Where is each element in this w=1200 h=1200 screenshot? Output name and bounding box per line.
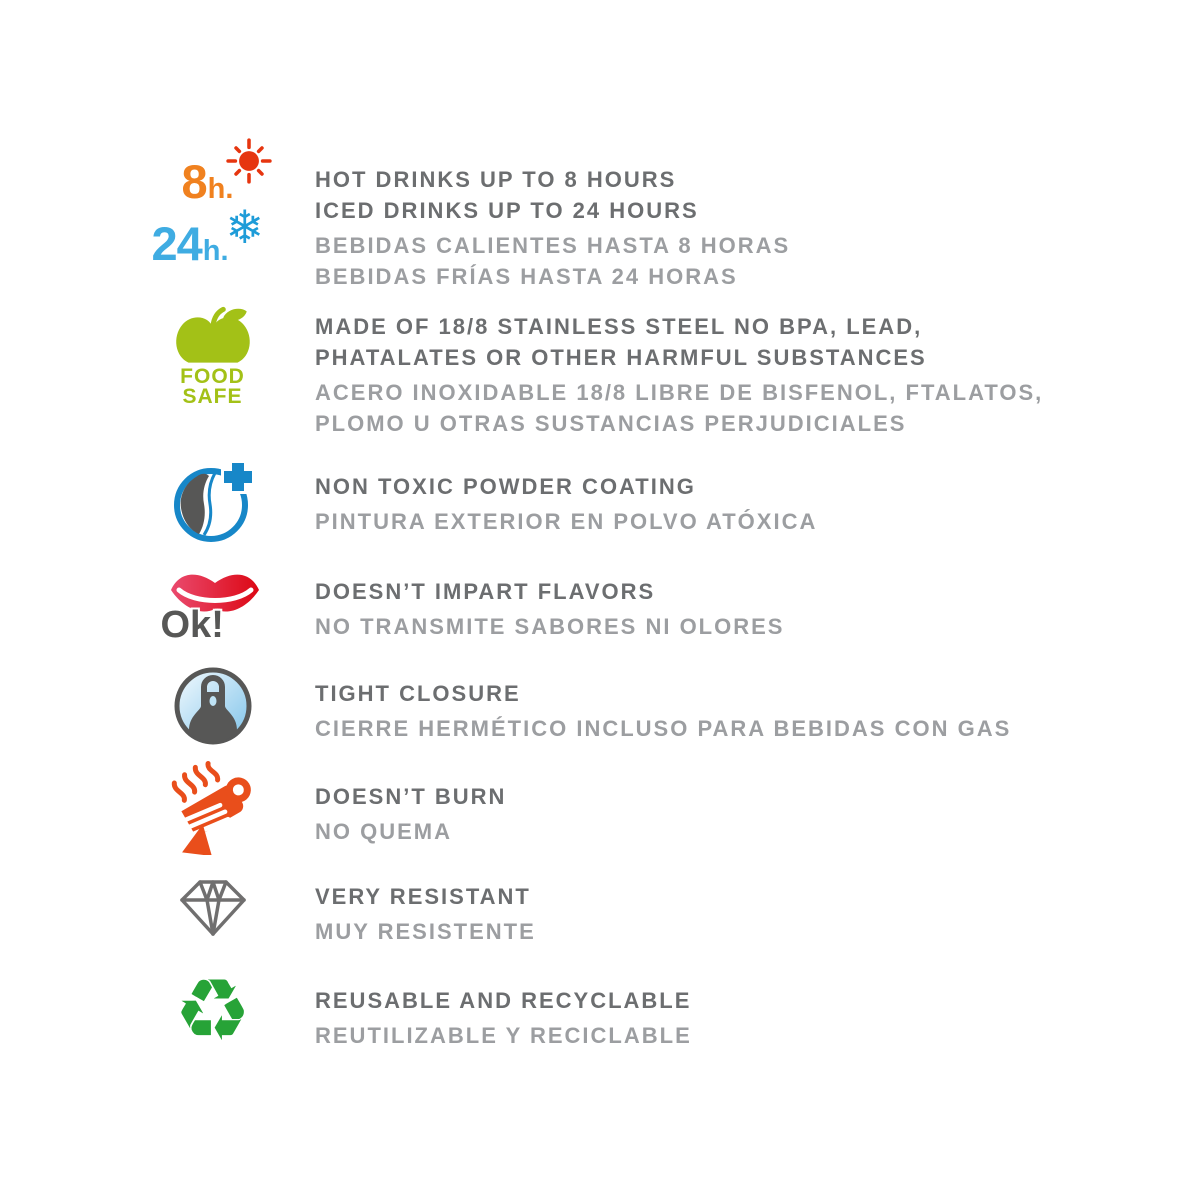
diamond-icon — [173, 873, 253, 941]
sun-icon — [226, 138, 272, 184]
feature-heading-line: TIGHT CLOSURE — [315, 681, 521, 706]
food-safe-icon — [145, 305, 280, 407]
feature-heading-line: DOESN’T BURN — [315, 784, 507, 809]
feature-heading-line: REUSABLE AND RECYCLABLE — [315, 988, 692, 1013]
cold-hours-number: 24 — [151, 217, 202, 270]
feature-subheading-line: CIERRE HERMÉTICO INCLUSO PARA BEBIDAS CON GAS — [315, 716, 1012, 741]
feature-subheading-line: PINTURA EXTERIOR EN POLVO ATÓXICA — [315, 509, 818, 534]
feature-subheading-line: MUY RESISTENTE — [315, 919, 536, 944]
food-safe-label-line: FOOD — [180, 365, 245, 388]
ok-label: Ok! — [160, 604, 224, 646]
hot-cold-lockup — [152, 144, 274, 276]
feature-heading-line: VERY RESISTANT — [315, 884, 531, 909]
hot-hours-suffix: h. — [207, 173, 234, 205]
hot-hours-number: 8 — [181, 155, 207, 208]
feature-subheading-line: REUTILIZABLE Y RECICLABLE — [315, 1023, 692, 1048]
cold-hours-suffix: h. — [202, 235, 229, 267]
feature-heading-line: HOT DRINKS UP TO 8 HOURS — [315, 167, 677, 192]
feature-heading-line: ICED DRINKS UP TO 24 HOURS — [315, 198, 699, 223]
non-toxic-coating-icon — [145, 455, 280, 549]
feature-heading-line: NON TOXIC POWDER COATING — [315, 474, 696, 499]
hot-cold-duration-icon — [145, 144, 280, 276]
cold-duration-badge — [151, 217, 229, 270]
very-resistant-icon — [145, 873, 280, 941]
padlock-icon — [171, 664, 255, 748]
hand-mug-icon — [160, 753, 266, 855]
feature-subheading-line: NO TRANSMITE SABORES NI OLORES — [315, 614, 785, 639]
apple-icon — [169, 305, 257, 367]
feature-subheading-line: ACERO INOXIDABLE 18/8 LIBRE DE BISFENOL, FTALATOS, — [315, 380, 1044, 405]
food-safe-label-line: SAFE — [182, 385, 243, 408]
tight-closure-icon — [145, 664, 280, 748]
feature-subheading-line: BEBIDAS CALIENTES HASTA 8 HORAS — [315, 233, 791, 258]
doesnt-burn-icon — [145, 753, 280, 855]
recycle-icon: ♻ — [173, 961, 252, 1061]
bottle-plus-icon — [166, 455, 260, 549]
feature-subheading-line: PLOMO U OTRAS SUSTANCIAS PERJUDICIALES — [315, 411, 907, 436]
feature-subheading-line: BEBIDAS FRÍAS HASTA 24 HORAS — [315, 264, 738, 289]
feature-heading-line: DOESN’T IMPART FLAVORS — [315, 579, 656, 604]
snowflake-icon: ❄ — [225, 200, 265, 254]
feature-subheading-line: NO QUEMA — [315, 819, 452, 844]
reusable-recyclable-icon — [145, 961, 280, 1061]
feature-heading-line: MADE OF 18/8 STAINLESS STEEL NO BPA, LEAD, — [315, 314, 923, 339]
lips-ok-icon — [145, 564, 280, 658]
feature-heading-line: PHATALATES OR OTHER HARMFUL SUBSTANCES — [315, 345, 927, 370]
